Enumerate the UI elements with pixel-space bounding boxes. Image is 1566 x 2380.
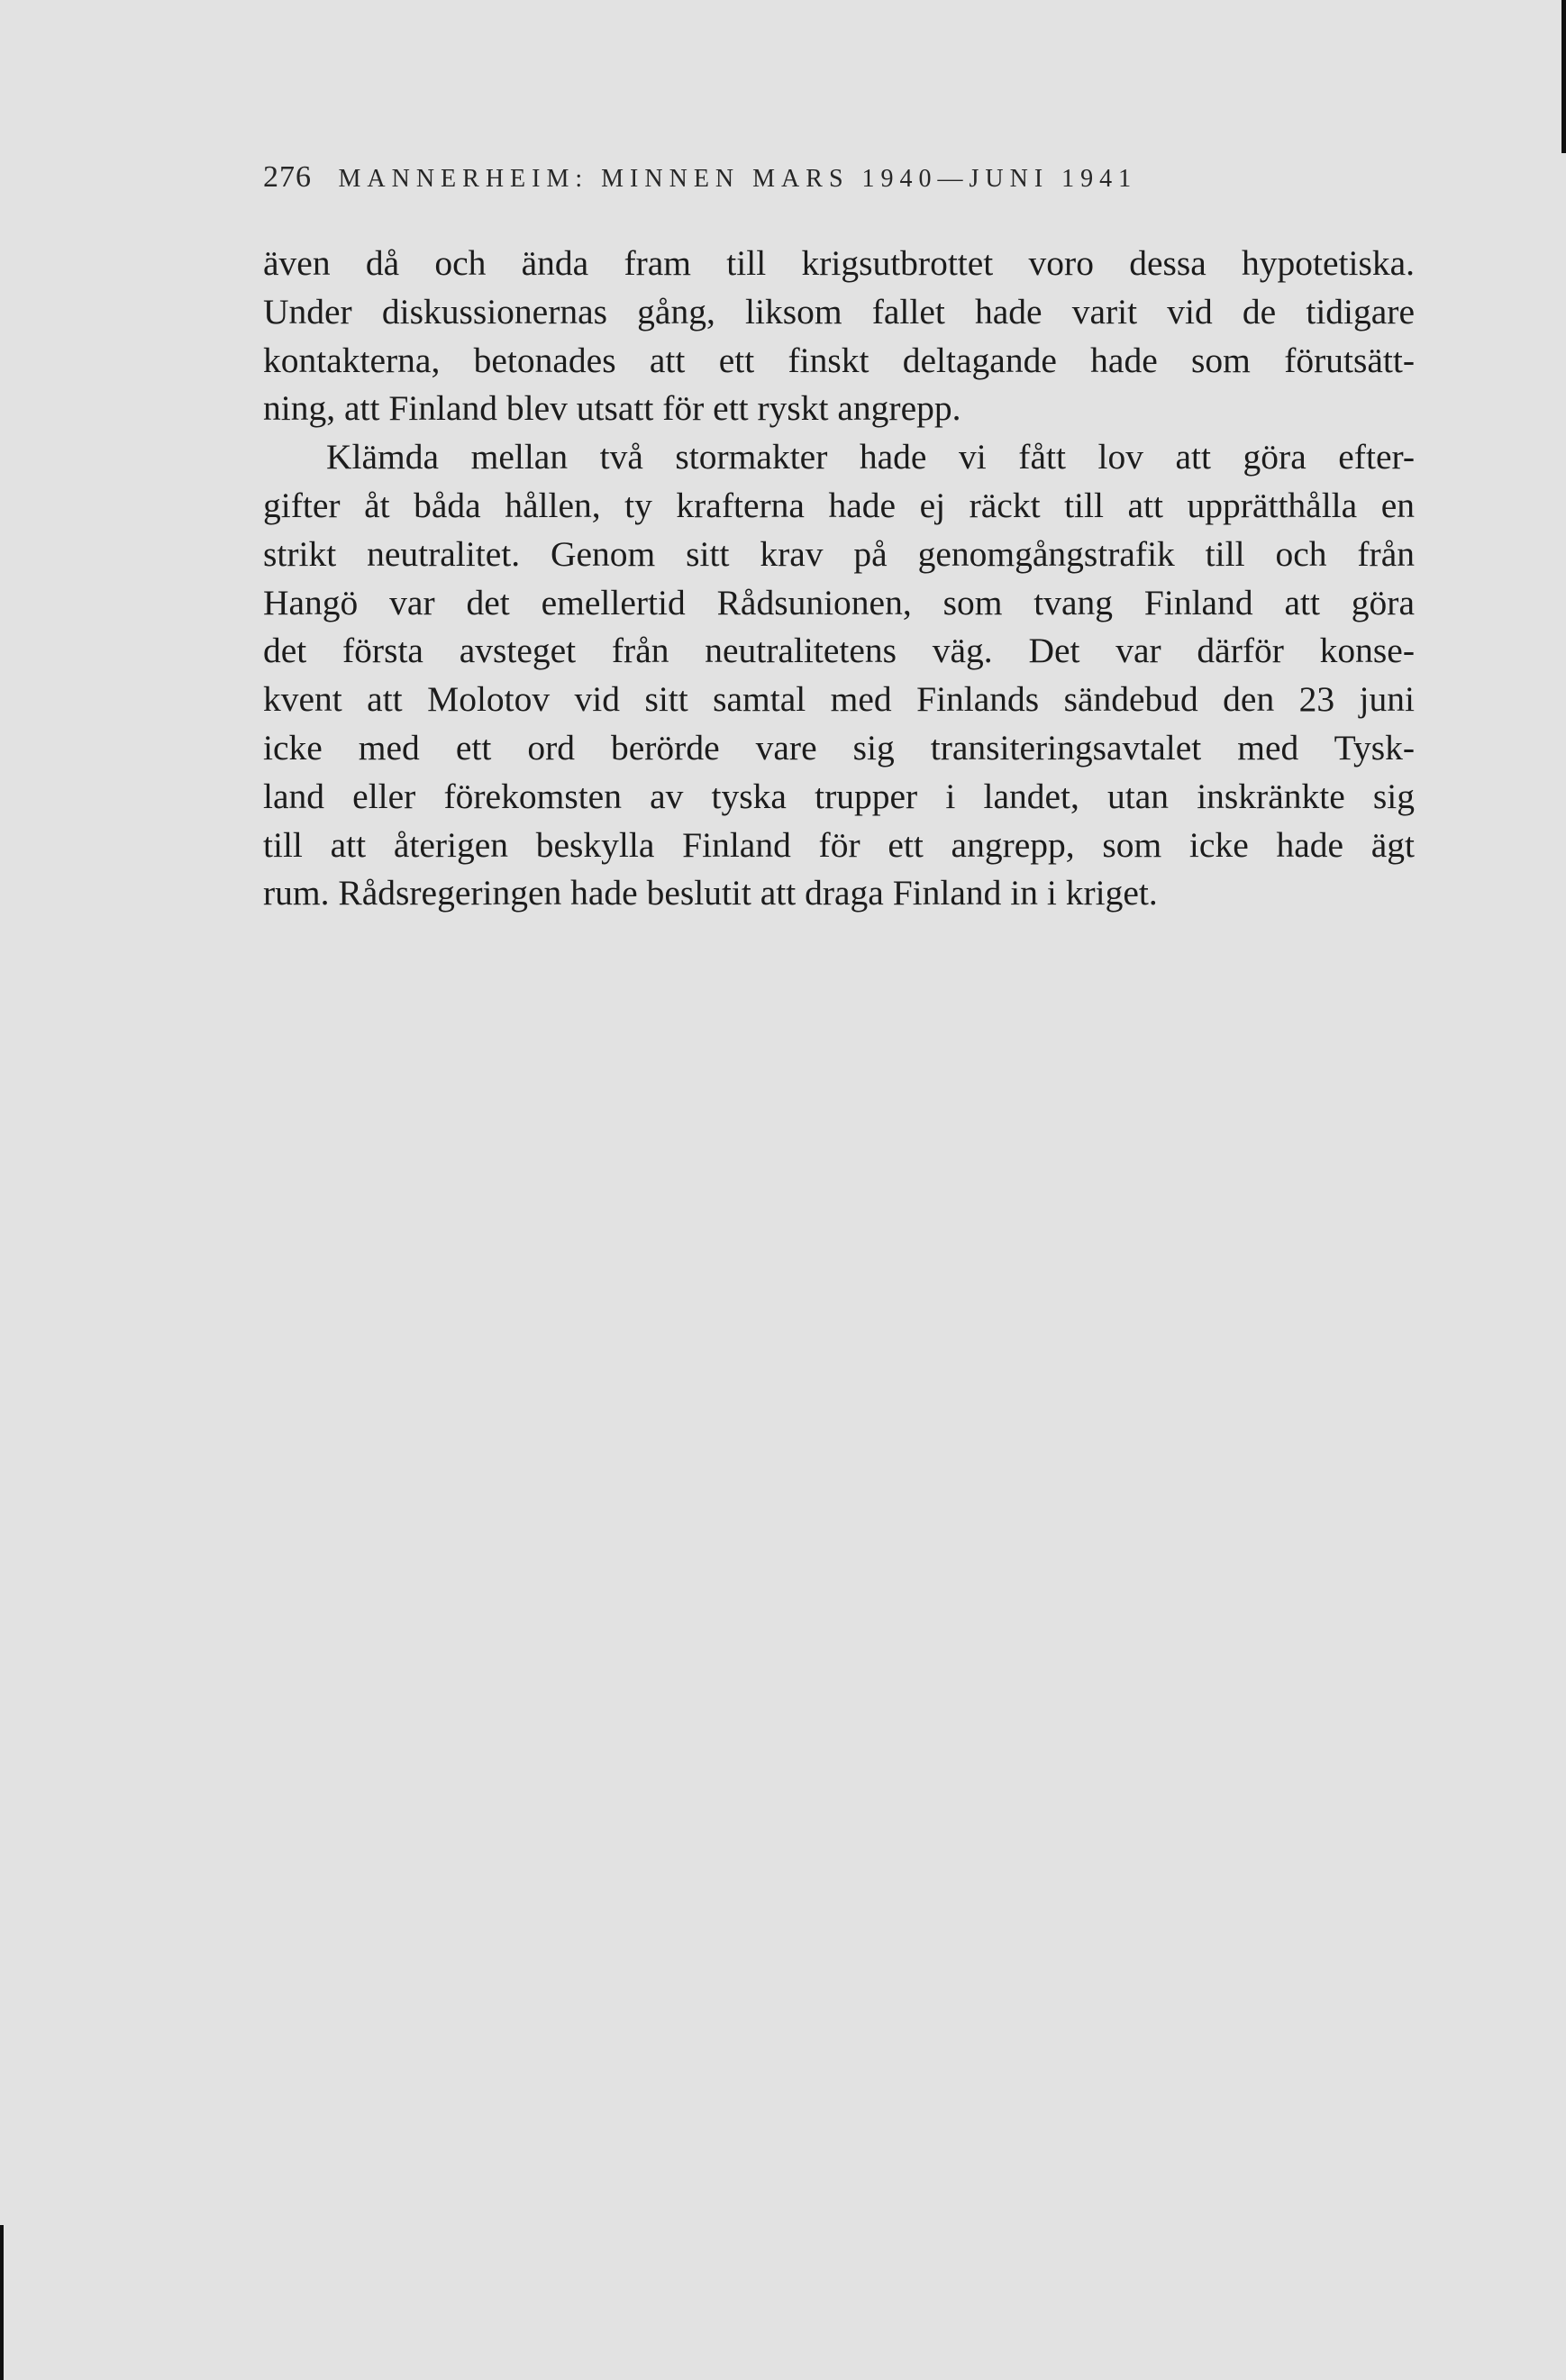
text-line: rum. Rådsregeringen hade beslutit att draga Finland in i kriget. xyxy=(263,873,1158,913)
running-head-title: MANNERHEIM: MINNEN MARS 1940—JUNI 1941 xyxy=(338,165,1138,193)
text-line: Hangö var det emellertid Rådsunionen, som tvang Finland att göra xyxy=(263,582,1415,622)
page-number: 276 xyxy=(263,160,312,194)
paragraph-2 xyxy=(263,433,1415,918)
text-line: kontakterna, betonades att ett finskt deltagande hade som förutsätt- xyxy=(263,340,1415,380)
text-line: Under diskussionernas gång, liksom fallet hade varit vid de tidigare xyxy=(263,291,1415,332)
text-line: gifter åt båda hållen, ty krafterna hade ej räckt till att upprätthålla en xyxy=(263,485,1415,525)
text-line: till att återigen beskylla Finland för ett angrepp, som icke hade ägt xyxy=(263,824,1415,865)
text-line: strikt neutralitet. Genom sitt krav på genomgångstrafik till och från xyxy=(263,533,1415,574)
running-head xyxy=(263,160,1425,195)
text-line: ning, att Finland blev utsatt för ett ryskt angrepp. xyxy=(263,388,961,429)
text-line: det första avsteget från neutralitetens väg. Det var därför konse- xyxy=(263,631,1415,671)
text-line: kvent att Molotov vid sitt samtal med Finlands sändebud den 23 juni xyxy=(263,679,1415,720)
scan-edge-right xyxy=(1561,0,1566,153)
text-line: land eller förekomsten av tyska trupper i landet, utan inskränkte sig xyxy=(263,776,1415,816)
text-line: Klämda mellan två stormakter hade vi fått lov att göra efter- xyxy=(326,437,1415,477)
text-line: icke med ett ord berörde vare sig transiteringsavtalet med Tysk- xyxy=(263,727,1415,768)
text-line: även då och ända fram till krigsutbrottet voro dessa hypotetiska. xyxy=(263,243,1415,283)
paragraph-1 xyxy=(263,240,1415,433)
body-text xyxy=(263,240,1415,918)
scan-edge-left xyxy=(0,2225,4,2380)
